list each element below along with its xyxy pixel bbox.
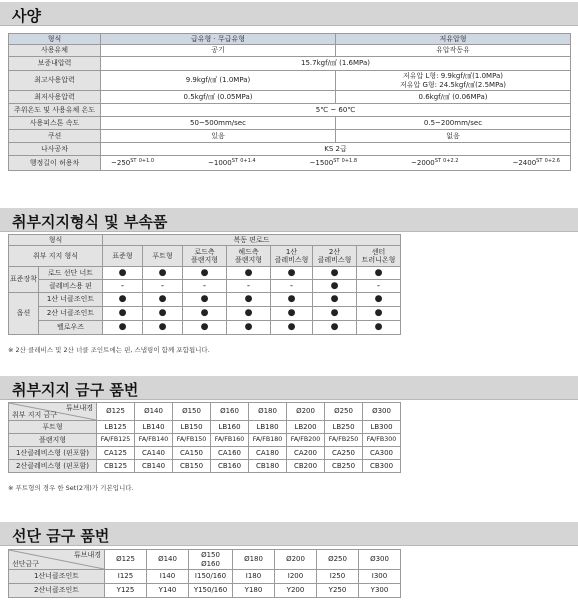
- spec-cell: 0.5~200mm/sec: [336, 117, 571, 130]
- fixture-diag-header: [9, 403, 97, 421]
- mount-cell: ●: [313, 267, 357, 280]
- mount-cell: ●: [103, 293, 143, 307]
- mount-row-label: 2산 너클조인트: [39, 307, 103, 321]
- mount-row-label: 1산 너클조인트: [39, 293, 103, 307]
- fixture-cell: LB200: [287, 421, 325, 434]
- spec-row-label: 최저사용압력: [9, 91, 101, 104]
- fixture-cell: CA180: [249, 447, 287, 460]
- mount-cell: ●: [357, 293, 401, 307]
- fixture-size-header: Ø200: [287, 403, 325, 421]
- spec-cell: 9.9kgf/㎠ (1.0MPa): [101, 71, 336, 91]
- mount-cell: ●: [357, 307, 401, 321]
- mount-cell: ●: [313, 307, 357, 321]
- fixture-cell: LB125: [97, 421, 135, 434]
- tip-cell: I180: [233, 570, 275, 584]
- fixture-row-label: 플랜지형: [9, 434, 97, 447]
- mount-cell: ●: [271, 307, 313, 321]
- tip-cell: I300: [359, 570, 401, 584]
- mount-cell: ●: [227, 267, 271, 280]
- spec-header-type: 형식: [9, 34, 101, 45]
- fixture-cell: CB125: [97, 460, 135, 473]
- fixture-cell: FA/FB200: [287, 434, 325, 447]
- mount-cell: ●: [313, 321, 357, 335]
- fixture-cell: LB160: [211, 421, 249, 434]
- fixture-section-title: 취부지지 금구 품번: [12, 381, 139, 399]
- fixture-cell: CB200: [287, 460, 325, 473]
- stroke-tolerance-cell: [101, 156, 571, 171]
- mount-cell: ●: [313, 293, 357, 307]
- stroke-tolerance-item: [208, 159, 256, 167]
- mount-cell: ●: [271, 293, 313, 307]
- fixture-cell: FA/FB160: [211, 434, 249, 447]
- tip-cell: I200: [275, 570, 317, 584]
- stroke-base: ~1000: [208, 158, 232, 167]
- stroke-base: ~1500: [309, 158, 334, 167]
- tip-cell: Y150/160: [189, 584, 233, 598]
- stroke-upper: +1.0: [141, 157, 155, 164]
- tip-size-header: Ø140: [147, 550, 189, 570]
- fixture-cell: LB150: [173, 421, 211, 434]
- spec-row-label: 사용피스톤 속도: [9, 117, 101, 130]
- fixture-note: ※ 푸트형의 경우 한 Set(2개)가 기본입니다.: [8, 484, 134, 492]
- tip-row-label: 1산너클조인트: [9, 570, 105, 584]
- stroke-upper: +2.6: [547, 157, 560, 164]
- stroke-upper: +1.8: [344, 157, 358, 164]
- fixture-size-header: Ø150: [173, 403, 211, 421]
- spec-cell: 15.7kgf/㎠ (1.6MPa): [101, 57, 571, 71]
- mount-cell: -: [227, 280, 271, 293]
- fixture-cell: LB250: [325, 421, 363, 434]
- spec-section-header: [0, 2, 578, 26]
- stroke-st: ST: [130, 157, 137, 164]
- spec-row-label: 최고사용압력: [9, 71, 101, 91]
- mount-cell: ●: [271, 321, 313, 335]
- tip-cell: Y200: [275, 584, 317, 598]
- spec-cell-line: 저유압 L형: 9.9kgf/㎠(1.0MPa): [402, 72, 504, 81]
- tip-size-header: Ø250: [317, 550, 359, 570]
- mount-col-foot: 푸트형: [143, 246, 183, 267]
- stroke-lower: 0: [544, 157, 548, 164]
- spec-row-label: 나사공차: [9, 143, 101, 156]
- fixture-cell: CB300: [363, 460, 401, 473]
- fixture-size-header: Ø250: [325, 403, 363, 421]
- tip-size-header: Ø125: [105, 550, 147, 570]
- fixture-row-label: 푸트형: [9, 421, 97, 434]
- mount-cell: ●: [143, 307, 183, 321]
- mount-cell: ●: [103, 267, 143, 280]
- mount-cell: ●: [313, 280, 357, 293]
- spec-cell: 0.5kgf/㎠ (0.05MPa): [101, 91, 336, 104]
- fixture-cell: FA/FB140: [135, 434, 173, 447]
- fixture-cell: CB250: [325, 460, 363, 473]
- fixture-section-header: [0, 376, 578, 400]
- fixture-size-header: Ø300: [363, 403, 401, 421]
- tip-cell: I140: [147, 570, 189, 584]
- stroke-lower: 0: [443, 157, 447, 164]
- fixture-size-header: Ø180: [249, 403, 287, 421]
- tip-cell: Y180: [233, 584, 275, 598]
- stroke-tolerance-item: [411, 159, 459, 167]
- diag-label-top: 튜브내경: [73, 551, 101, 559]
- mount-cell: ●: [143, 321, 183, 335]
- fixture-row-label: 1산클레비스형 (핀포함): [9, 447, 97, 460]
- stroke-tolerance-item: [310, 159, 358, 167]
- fixture-cell: CB160: [211, 460, 249, 473]
- mount-cell: ●: [103, 307, 143, 321]
- fixture-cell: CA150: [173, 447, 211, 460]
- spec-cell: 유압작동유: [336, 45, 571, 57]
- mount-col-center-trunnion: 센터 트러니온형: [357, 246, 401, 267]
- mount-cell: ●: [183, 293, 227, 307]
- fixture-cell: CA250: [325, 447, 363, 460]
- spec-cell-multiline: [336, 71, 571, 91]
- mount-cell: -: [143, 280, 183, 293]
- mount-table: [8, 234, 401, 335]
- fixture-size-header: Ø160: [211, 403, 249, 421]
- stroke-tolerance-item: [512, 159, 560, 167]
- fixture-cell: CA300: [363, 447, 401, 460]
- spec-row-label: 사용유체: [9, 45, 101, 57]
- spec-table: [8, 33, 571, 171]
- mount-cell: ●: [357, 267, 401, 280]
- mount-cell: ●: [271, 267, 313, 280]
- tip-size-header: Ø180: [233, 550, 275, 570]
- mount-col-double-clevis: 2산 클레비스형: [313, 246, 357, 267]
- tip-diag-header: [9, 550, 105, 570]
- tip-cell: I125: [105, 570, 147, 584]
- diag-label-bottom: 취부 지지 금구: [12, 410, 58, 419]
- mount-col-standard: 표준형: [103, 246, 143, 267]
- stroke-upper: +2.2: [446, 157, 459, 164]
- spec-row-label: 주위온도 및 사용유체 온도: [9, 104, 101, 117]
- tip-section-title: 선단 금구 품번: [12, 527, 110, 545]
- fixture-size-header: Ø125: [97, 403, 135, 421]
- mount-col-single-clevis: 1산 클레비스형: [271, 246, 313, 267]
- stroke-upper: +1.4: [243, 157, 256, 164]
- stroke-base: ~2400: [512, 158, 537, 167]
- fixture-cell: LB140: [135, 421, 173, 434]
- stroke-st: ST: [333, 157, 340, 164]
- stroke-st: ST: [536, 157, 543, 164]
- mount-cell: -: [357, 280, 401, 293]
- tip-size-header: Ø150 Ø160: [189, 550, 233, 570]
- mount-row-head: 취부 지지 형식: [9, 246, 103, 267]
- fixture-cell: LB300: [363, 421, 401, 434]
- spec-section-title: 사양: [12, 7, 41, 25]
- mount-cell: ●: [227, 307, 271, 321]
- fixture-cell: FA/FB125: [97, 434, 135, 447]
- stroke-lower: 0: [138, 157, 142, 164]
- tip-size-header: Ø200: [275, 550, 317, 570]
- mount-row-label: 벨로우즈: [39, 321, 103, 335]
- mount-cell: -: [183, 280, 227, 293]
- spec-cell: 공기: [101, 45, 336, 57]
- tip-cell: Y125: [105, 584, 147, 598]
- fixture-cell: LB180: [249, 421, 287, 434]
- mount-cell: -: [271, 280, 313, 293]
- spec-cell: 0.6kgf/㎠ (0.06MPa): [336, 91, 571, 104]
- mount-col-head-flange: 헤드측 플랜지형: [227, 246, 271, 267]
- mount-section-title: 취부지지형식 및 부속품: [12, 213, 168, 231]
- mount-header-type: 형식: [9, 235, 103, 246]
- spec-row-label: 쿠션: [9, 130, 101, 143]
- stroke-st: ST: [231, 157, 238, 164]
- tip-size-header: Ø300: [359, 550, 401, 570]
- tip-section-header: [0, 522, 578, 546]
- stroke-tolerance-item: [111, 159, 154, 167]
- mount-cell: ●: [183, 321, 227, 335]
- mount-cell: ●: [227, 293, 271, 307]
- fixture-row-label: 2산클레비스형 (핀포함): [9, 460, 97, 473]
- mount-cell: ●: [143, 267, 183, 280]
- stroke-base: ~2000: [411, 158, 435, 167]
- spec-header-oil-type: 급유형 · 무급유형: [101, 34, 336, 45]
- mount-cell: ●: [227, 321, 271, 335]
- tip-cell: Y300: [359, 584, 401, 598]
- mount-row-label: 로드 선단 너트: [39, 267, 103, 280]
- mount-cell: ●: [103, 321, 143, 335]
- spec-cell: 50~500mm/sec: [101, 117, 336, 130]
- mount-row-label: 클레비스용 핀: [39, 280, 103, 293]
- tip-cell: Y140: [147, 584, 189, 598]
- diag-label-top: 튜브내경: [65, 404, 93, 412]
- fixture-cell: FA/FB250: [325, 434, 363, 447]
- stroke-st: ST: [434, 157, 441, 164]
- mount-header-group: 복동 편로드: [103, 235, 401, 246]
- tip-cell: Y250: [317, 584, 359, 598]
- fixture-cell: CB150: [173, 460, 211, 473]
- fixture-cell: FA/FB180: [249, 434, 287, 447]
- fixture-cell: CA160: [211, 447, 249, 460]
- mount-group-option: 옵션: [9, 293, 39, 335]
- tip-row-label: 2산너클조인트: [9, 584, 105, 598]
- fixture-table: [8, 402, 401, 473]
- stroke-lower: 0: [240, 157, 244, 164]
- spec-row-label: 행정길이 허용차: [9, 156, 101, 171]
- spec-row-label: 보증내압력: [9, 57, 101, 71]
- fixture-cell: CA140: [135, 447, 173, 460]
- fixture-cell: CA125: [97, 447, 135, 460]
- mount-section-header: [0, 208, 578, 232]
- spec-cell: 없음: [336, 130, 571, 143]
- fixture-cell: CB180: [249, 460, 287, 473]
- spec-cell-line: 저유압 G형: 24.5kgf/㎠(2.5MPa): [399, 80, 507, 89]
- spec-header-low-hydraulic: 저유압형: [336, 34, 571, 45]
- mount-group-standard: 표준장착: [9, 267, 39, 293]
- stroke-tolerance-list: [111, 159, 560, 167]
- fixture-cell: CA200: [287, 447, 325, 460]
- spec-cell: 있음: [101, 130, 336, 143]
- stroke-base: ~250: [111, 158, 131, 167]
- mount-cell: ●: [143, 293, 183, 307]
- spec-cell: KS 2급: [101, 143, 571, 156]
- mount-cell: ●: [357, 321, 401, 335]
- fixture-cell: FA/FB150: [173, 434, 211, 447]
- stroke-lower: 0: [341, 157, 345, 164]
- fixture-cell: CB140: [135, 460, 173, 473]
- mount-cell: ●: [183, 307, 227, 321]
- mount-cell: ●: [183, 267, 227, 280]
- spec-cell: 5℃ ~ 60℃: [101, 104, 571, 117]
- tip-cell: I150/160: [189, 570, 233, 584]
- fixture-cell: FA/FB300: [363, 434, 401, 447]
- mount-cell: -: [103, 280, 143, 293]
- tip-table: [8, 549, 401, 598]
- fixture-size-header: Ø140: [135, 403, 173, 421]
- mount-col-rod-flange: 로드측 플랜지형: [183, 246, 227, 267]
- diag-label-bottom: 선단금구: [12, 559, 40, 568]
- tip-cell: I250: [317, 570, 359, 584]
- mount-note: ※ 2산 클레비스 및 2산 너클 조인트에는 핀, 스냅링이 함께 포함됩니다.: [8, 346, 210, 354]
